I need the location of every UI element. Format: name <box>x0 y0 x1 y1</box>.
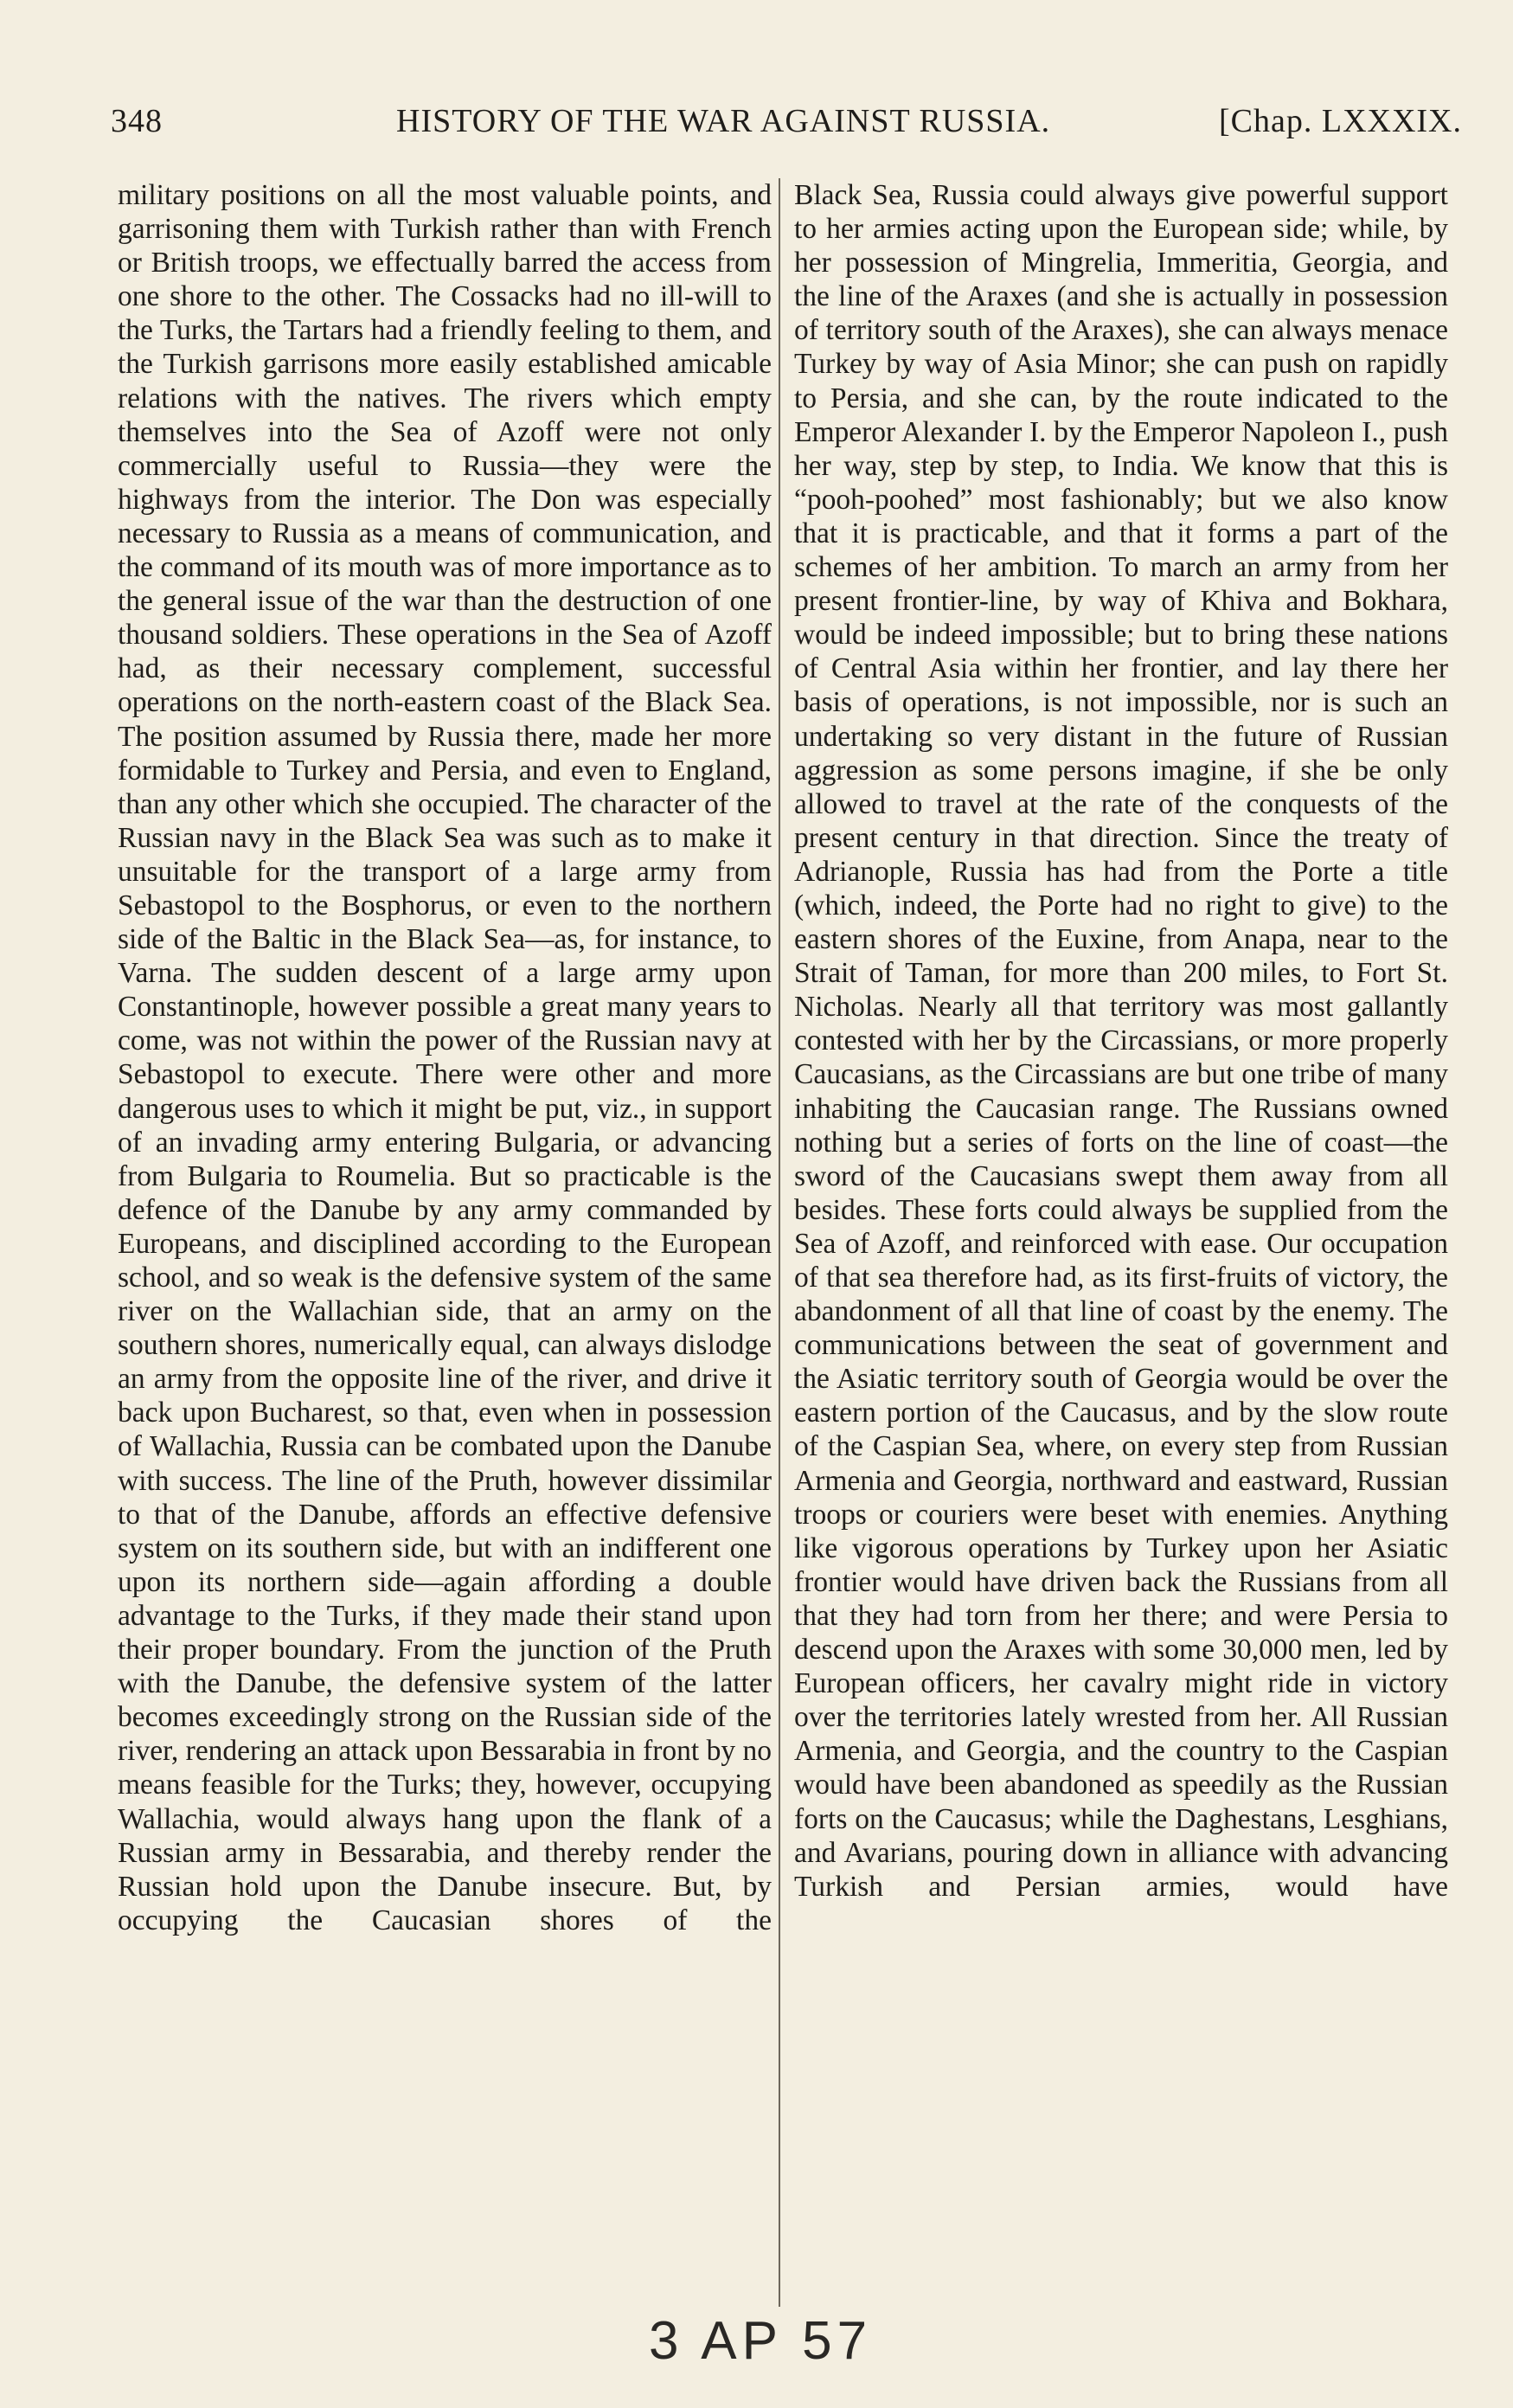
left-column <box>118 178 772 2307</box>
page-number: 348 <box>111 103 163 139</box>
signature-mark: 3 AP 57 <box>649 2311 873 2371</box>
right-column-text: Black Sea, Russia could always give powerful support to her armies acting upon the European side; while, by her possession of Mingrelia, Immeritia, Georgia, and the line of the Araxes (and she is actually in possession of territory south of the Araxes), she can always menace Turkey by way of Asia Minor; she can push on rapidly to Persia, and she can, by the route indicated to the Emperor Alexander I. by the Emperor Napoleon I., push her way, step by step, to India. We know that this is “pooh-poohed” most fashionably; but we also know that it is practicable, and that it forms a part of the schemes of her ambition. To march an army from her present frontier-line, by way of Khiva and Bokhara, would be indeed impossible; but to bring these nations of Central Asia within her frontier, and lay there her basis of operations, is not impossible, nor is such an undertaking so very distant in the future of Russian aggression as some persons imagine, if she be only allowed to travel at the rate of the conquests of the present century in that direction. Since the treaty of Adrianople, Russia has had from the Porte a title (which, indeed, the Porte had no right to give) to the eastern shores of the Euxine, from Anapa, near to the Strait of Taman, for more than 200 miles, to Fort St. Nicholas. Nearly all that territory was most gallantly contested with her by the Circassians, or more properly Caucasians, as the Circassians are but one tribe of many inhabiting the Caucasian range. The Russians owned nothing but a series of forts on the line of coast—the sword of the Caucasians swept them away from all besides. These forts could always be supplied from the Sea of Azoff, and reinforced with ease. Our occupation of that sea therefore had, as its first-fruits of victory, the abandonment of all that line of coast by the enemy. The communications between the seat of government and the Asiatic territory south of Georgia would be over the eastern portion of the Caucasus, and by the slow route of the Caspian Sea, where, on every step from Russian Armenia and Georgia, northward and eastward, Russian troops or couriers were beset with enemies. Anything like vigorous operations by Turkey upon her Asiatic frontier would have driven back the Russians from all that they had torn from her there; and were Persia to descend upon the Araxes with some 30,000 men, led by European officers, her cavalry might ride in victory over the territories lately wrested from her. All Russian Armenia, and Georgia, and the country to the Caspian would have been abandoned as speedily as the Russian forts on the Caucasus; while the Daghestans, Lesghians, and Avarians, pouring down in alliance with advancing Turkish and Persian armies, would have <box>794 179 1448 1903</box>
right-column <box>794 178 1448 2307</box>
left-column-text: military positions on all the most valuable points, and garrisoning them with Turkish rather than with French or British troops, we effectually barred the access from one shore to the other. The Cossacks had no ill-will to the Turks, the Tartars had a friendly feeling to them, and the Turkish garrisons more easily established amicable relations with the natives. The rivers which empty themselves into the Sea of Azoff were not only commercially useful to Russia—they were the highways from the interior. The Don was especially necessary to Russia as a means of communication, and the command of its mouth was of more importance as to the general issue of the war than the destruction of one thousand soldiers. These operations in the Sea of Azoff had, as their necessary complement, successful operations on the north-eastern coast of the Black Sea. The position assumed by Russia there, made her more formidable to Turkey and Persia, and even to England, than any other which she occupied. The character of the Russian navy in the Black Sea was such as to make it unsuitable for the transport of a large army from Sebastopol to the Bosphorus, or even to the northern side of the Baltic in the Black Sea—as, for instance, to Varna. The sudden descent of a large army upon Constantinople, however possible a great many years to come, was not within the power of the Russian navy at Sebastopol to execute. There were other and more dangerous uses to which it might be put, viz., in support of an invading army entering Bulgaria, or advancing from Bulgaria to Roumelia. But so practicable is the defence of the Danube by any army commanded by Europeans, and disciplined according to the European school, and so weak is the defensive system of the same river on the Wallachian side, that an army on the southern shores, numerically equal, can always dislodge an army from the opposite line of the river, and drive it back upon Bucharest, so that, even when in possession of Wallachia, Russia can be combated upon the Danube with success. The line of the Pruth, however dissimilar to that of the Danube, affords an effective defensive system on its southern side, but with an indifferent one upon its northern side—again affording a double advantage to the Turks, if they made their stand upon their proper boundary. From the junction of the Pruth with the Danube, the defensive system of the latter becomes exceedingly strong on the Russian side of the river, rendering an attack upon Bessarabia in front by no means feasible for the Turks; they, however, occupying Wallachia, would always hang upon the flank of a Russian army in Bessarabia, and thereby render the Russian hold upon the Danube insecure. But, by occupying the Caucasian shores of the <box>118 179 772 1936</box>
chapter-label: [Chap. LXXXIX. <box>1218 103 1462 139</box>
running-header <box>111 102 1462 147</box>
column-divider <box>779 178 780 2307</box>
running-title: HISTORY OF THE WAR AGAINST RUSSIA. <box>396 103 1051 139</box>
